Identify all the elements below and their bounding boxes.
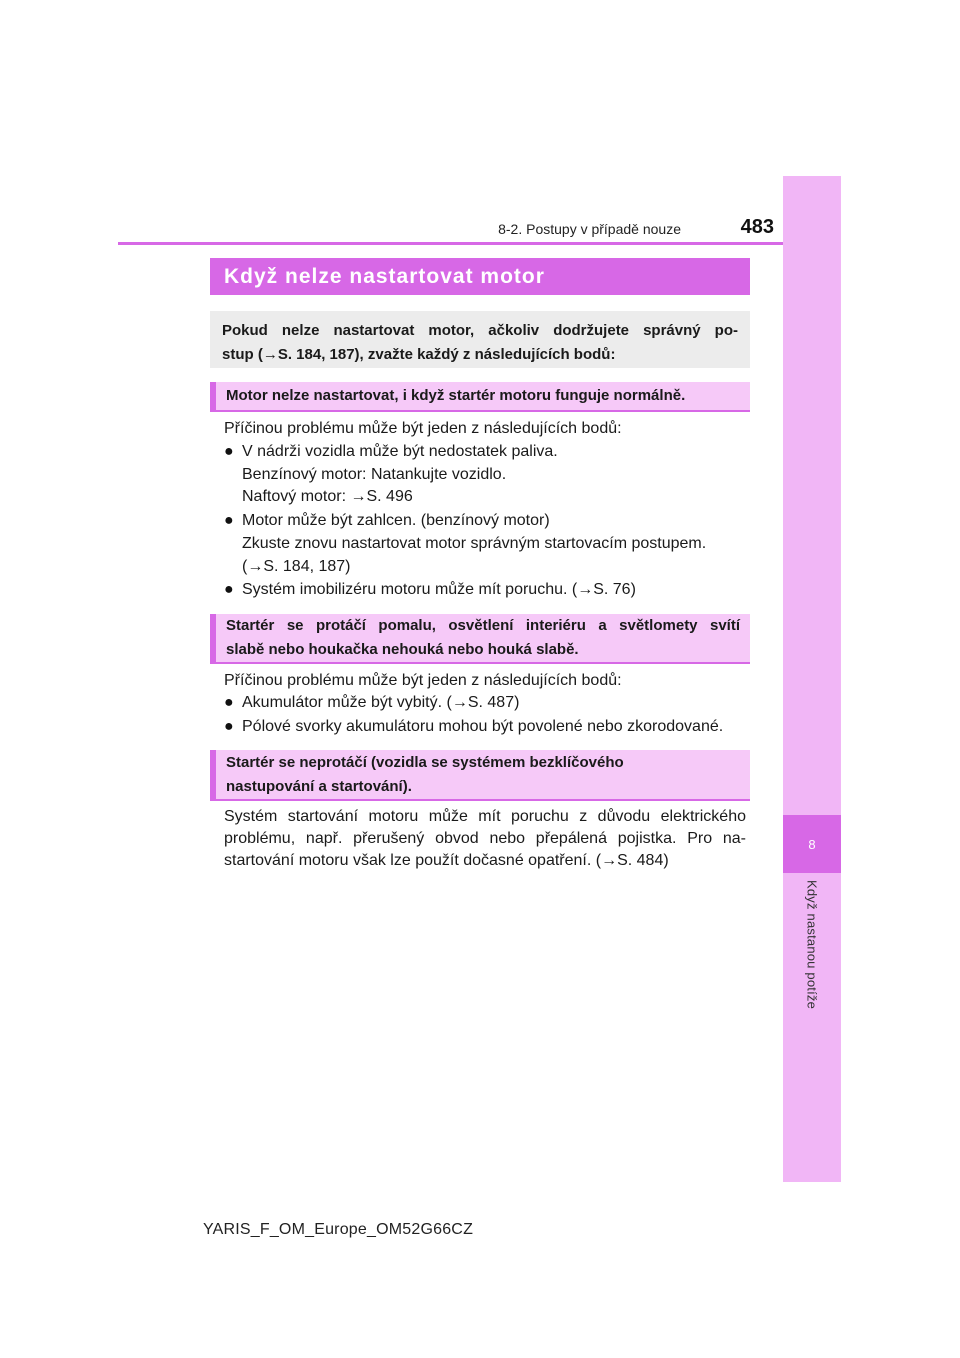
bullet-icon: ●: [224, 512, 234, 529]
list-item-line: Naftový motor: →S. 496: [242, 488, 413, 505]
section-heading-2: [210, 614, 750, 664]
section-heading-text: Startér se protáčí pomalu, osvětlení interiéru a světlomety svítí: [226, 617, 740, 634]
section-paragraph: [224, 806, 746, 872]
intro-line: Pokud nelze nastartovat motor, ačkoliv dodržujete správný po-: [222, 322, 738, 339]
chapter-number-tab[interactable]: [783, 815, 841, 873]
list-item-line: Motor může být zahlcen. (benzínový motor): [242, 512, 550, 529]
bullet-icon: ●: [224, 694, 234, 711]
chapter-label-container: [782, 880, 842, 1030]
header-section-title: 8-2. Postupy v případě nouze: [498, 221, 681, 237]
paragraph-line: startování motoru však lze použít dočasné opatření. (→S. 484): [224, 852, 669, 869]
list-item-line: V nádrži vozidla může být nedostatek paliva.: [242, 443, 558, 460]
chapter-side-tab: [783, 176, 841, 1182]
page-number: 483: [740, 216, 774, 238]
list-item-line: (→S. 184, 187): [242, 558, 351, 575]
chapter-number: 8: [808, 836, 816, 852]
page-title-bar: [210, 258, 750, 295]
section-heading-1: [210, 382, 750, 412]
section-heading-text: nastupování a startování).: [226, 777, 412, 795]
section-lead: Příčinou problému může být jeden z následujících bodů:: [224, 672, 622, 689]
page-title: Když nelze nastartovat motor: [224, 264, 545, 288]
bullet-icon: ●: [224, 581, 234, 598]
list-item-line: Benzínový motor: Natankujte vozidlo.: [242, 466, 507, 483]
bullet-icon: ●: [224, 443, 234, 460]
list-item-line: Pólové svorky akumulátoru mohou být povolené nebo zkorodované.: [242, 718, 724, 735]
paragraph-line: Systém startování motoru může mít poruchu z důvodu elektrického: [224, 808, 746, 825]
list-item-line: Systém imobilizéru motoru může mít poruchu. (→S. 76): [242, 581, 636, 598]
list-item-line: Akumulátor může být vybitý. (→S. 487): [242, 694, 520, 711]
paragraph-line: problému, např. přerušený obvod nebo přepálená pojistka. Pro na-: [224, 830, 746, 847]
intro-line: stup (→S. 184, 187), zvažte každý z následujících bodů:: [222, 346, 616, 363]
section-lead: Příčinou problému může být jeden z následujících bodů:: [224, 420, 622, 437]
chapter-label: Když nastanou potíže: [804, 880, 820, 1010]
document-footer: YARIS_F_OM_Europe_OM52G66CZ: [202, 1221, 474, 1238]
bullet-icon: ●: [224, 718, 234, 735]
intro-box: [210, 311, 750, 368]
section-heading-text: Startér se neprotáčí (vozidla se systémem bezklíčového: [226, 753, 624, 771]
section-heading-text: Motor nelze nastartovat, i když startér motoru funguje normálně.: [226, 387, 686, 404]
header-divider: [118, 242, 783, 245]
section-heading-text: slabě nebo houkačka nehouká nebo houká slabě.: [226, 641, 579, 658]
section-heading-3: [210, 750, 750, 801]
list-item-line: Zkuste znovu nastartovat motor správným startovacím postupem.: [242, 535, 707, 552]
